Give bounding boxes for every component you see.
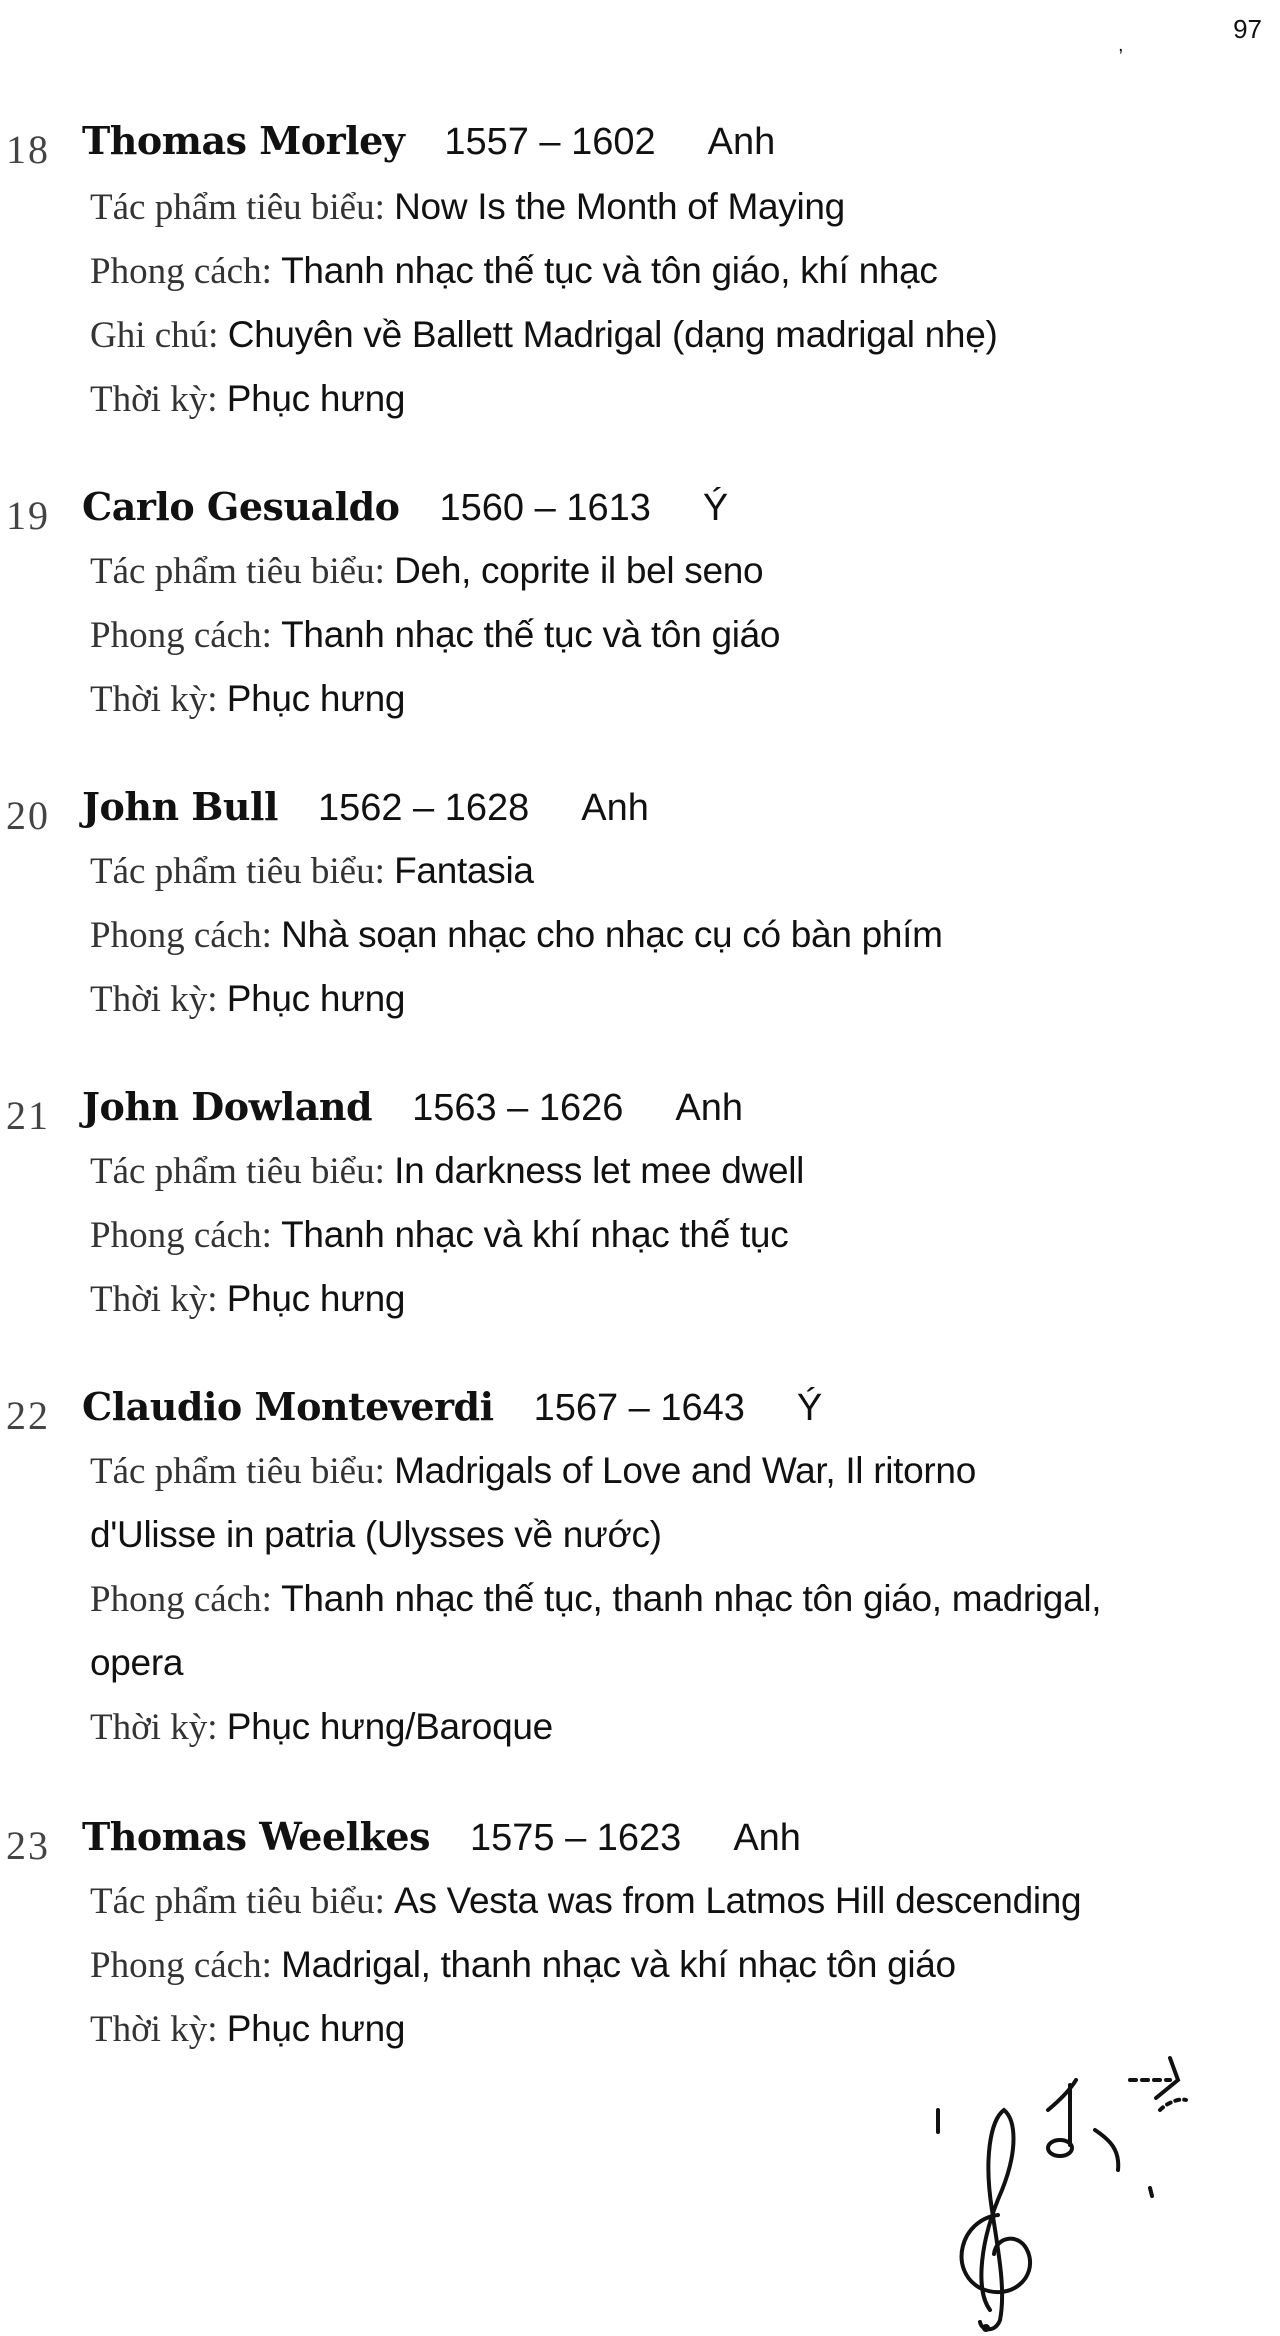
work-line: Tác phẩm tiêu biểu: Deh, coprite il bel seno [90,550,764,592]
entry-number: 18 [6,127,50,172]
treble-clef-icon [920,2040,1240,2336]
style-line: Phong cách: Thanh nhạc thế tục và tôn giáo [90,614,781,656]
composer-name: Thomas Weelkes [82,1814,430,1859]
style-line-continued: opera [90,1642,184,1683]
stray-mark: , [1118,34,1124,56]
note-line: Ghi chú: Chuyên về Ballett Madrigal (dạng madrigal nhẹ) [90,314,998,356]
work-line: Tác phẩm tiêu biểu: Madrigals of Love and War, Il ritorno [90,1450,976,1492]
composer-name: John Dowland [82,1084,373,1129]
composer-country: Ý [796,1387,823,1429]
composer-country: Anh [733,1817,801,1859]
work-line: Tác phẩm tiêu biểu: Fantasia [90,850,534,892]
work-line-continued: d'Ulisse in patria (Ulysses về nước) [90,1514,662,1555]
composer-years: 1575 – 1623 [469,1817,682,1859]
work-line: Tác phẩm tiêu biểu: As Vesta was from Latmos Hill descending [90,1880,1082,1922]
period-line: Thời kỳ: Phục hưng/Baroque [90,1706,553,1748]
period-line: Thời kỳ: Phục hưng [90,378,406,420]
composer-name: Claudio Monteverdi [82,1384,494,1429]
composer-name: John Bull [82,784,278,829]
entry-number: 23 [6,1823,50,1868]
composer-years: 1560 – 1613 [439,487,651,529]
composer-years: 1567 – 1643 [533,1387,745,1429]
entry-heading [82,484,728,530]
work-line: Tác phẩm tiêu biểu: In darkness let mee dwell [90,1150,805,1192]
style-line: Phong cách: Nhà soạn nhạc cho nhạc cụ có bàn phím [90,914,943,956]
entry-heading [82,118,775,164]
composer-country: Ý [702,487,729,529]
composer-country: Anh [675,1087,744,1129]
composer-years: 1562 – 1628 [317,787,530,829]
entry-number: 20 [6,793,50,838]
entry-heading [82,784,649,830]
entry-number: 21 [6,1093,50,1138]
style-line: Phong cách: Thanh nhạc và khí nhạc thế tục [90,1214,789,1256]
composer-name: Thomas Morley [82,118,405,163]
composer-country: Anh [707,121,776,163]
period-line: Thời kỳ: Phục hưng [90,678,406,720]
style-line: Phong cách: Thanh nhạc thế tục và tôn giáo, khí nhạc [90,250,938,292]
entry-heading [82,1384,822,1430]
period-line: Thời kỳ: Phục hưng [90,1278,406,1320]
composer-country: Anh [581,787,649,829]
period-line: Thời kỳ: Phục hưng [90,978,406,1020]
page-number: 97 [1233,14,1262,44]
entry-number: 19 [6,493,50,538]
entry-heading [82,1814,801,1860]
composer-years: 1557 – 1602 [444,121,656,163]
entry-number: 22 [6,1393,50,1438]
period-line: Thời kỳ: Phục hưng [90,2008,406,2050]
entry-heading [82,1084,743,1130]
style-line: Phong cách: Madrigal, thanh nhạc và khí nhạc tôn giáo [90,1944,956,1986]
composer-years: 1563 – 1626 [412,1087,624,1129]
style-line: Phong cách: Thanh nhạc thế tục, thanh nhạc tôn giáo, madrigal, [90,1578,1102,1620]
work-line: Tác phẩm tiêu biểu: Now Is the Month of Maying [90,186,845,228]
composer-name: Carlo Gesualdo [82,484,400,529]
